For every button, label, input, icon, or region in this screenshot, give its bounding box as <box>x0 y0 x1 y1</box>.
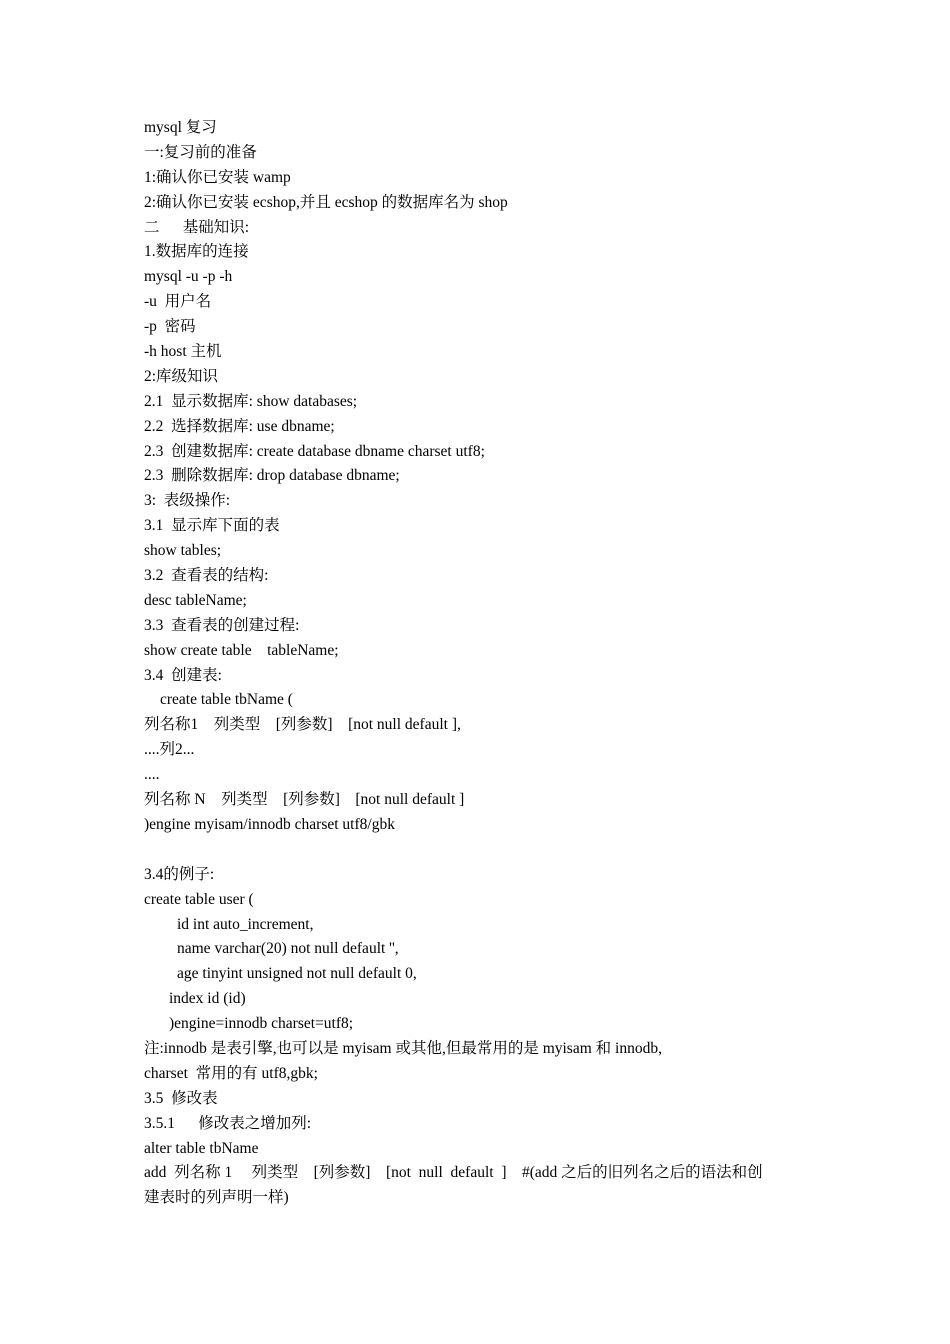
code-line: name varchar(20) not null default '', <box>177 940 399 958</box>
text-line: 3.5.1 修改表之增加列: <box>144 1114 312 1132</box>
code-line: .... <box>144 766 160 784</box>
text-line: charset 常用的有 utf8,gbk; <box>144 1064 318 1082</box>
text-line: 2.3 创建数据库: create database dbname charset utf8; <box>144 442 485 460</box>
text-line: 3.4的例子: <box>144 865 215 883</box>
document-body <box>144 116 824 1211</box>
subsection-heading: 1.数据库的连接 <box>144 243 249 261</box>
code-line: add 列名称 1 列类型 [列参数] [not null default ] #(add 之后的旧列名之后的语法和创 <box>144 1164 763 1182</box>
code-line: desc tableName; <box>144 591 247 609</box>
code-line: show tables; <box>144 542 222 560</box>
subsection-heading: 3.5 修改表 <box>144 1089 218 1107</box>
code-line: show create table tableName; <box>144 641 339 659</box>
code-line: 列名称 N 列类型 [列参数] [not null default ] <box>144 791 465 809</box>
code-line: age tinyint unsigned not null default 0, <box>177 965 417 983</box>
doc-title: mysql 复习 <box>144 119 217 136</box>
note-line: 注:innodb 是表引擎,也可以是 myisam 或其他,但最常用的是 myisam 和 innodb, <box>144 1039 662 1057</box>
code-line: )engine=innodb charset=utf8; <box>169 1015 354 1033</box>
code-line: index id (id) <box>169 990 246 1008</box>
code-line: 列名称1 列类型 [列参数] [not null default ], <box>144 716 461 734</box>
text-line: -u 用户名 <box>144 293 212 311</box>
section-heading: 一:复习前的准备 <box>144 143 257 161</box>
text-line: 3.2 查看表的结构: <box>144 567 269 585</box>
code-line: create table user ( <box>144 890 254 908</box>
text-line: 3.4 创建表: <box>144 666 222 684</box>
text-line: 3.1 显示库下面的表 <box>144 517 280 535</box>
text-line: 1:确认你已安装 wamp <box>144 168 291 186</box>
code-line: mysql -u -p -h <box>144 268 233 286</box>
code-line: create table tbName ( <box>160 691 293 709</box>
code-line: id int auto_increment, <box>177 915 314 933</box>
section-heading: 二 基础知识: <box>144 218 250 236</box>
text-line: -h host 主机 <box>144 343 222 361</box>
text-line: 2.1 显示数据库: show databases; <box>144 392 358 410</box>
text-line: 建表时的列声明一样) <box>144 1189 289 1207</box>
text-line: 2.2 选择数据库: use dbname; <box>144 417 335 435</box>
subsection-heading: 3: 表级操作: <box>144 492 231 510</box>
blank-line <box>144 838 824 863</box>
text-line: -p 密码 <box>144 318 196 336</box>
code-line: )engine myisam/innodb charset utf8/gbk <box>144 815 395 833</box>
code-line: alter table tbName <box>144 1139 259 1157</box>
subsection-heading: 2:库级知识 <box>144 367 219 385</box>
text-line: 3.3 查看表的创建过程: <box>144 616 300 634</box>
text-line: 2:确认你已安装 ecshop,并且 ecshop 的数据库名为 shop <box>144 193 508 211</box>
code-line: ....列2... <box>144 741 195 759</box>
text-line: 2.3 删除数据库: drop database dbname; <box>144 467 400 485</box>
